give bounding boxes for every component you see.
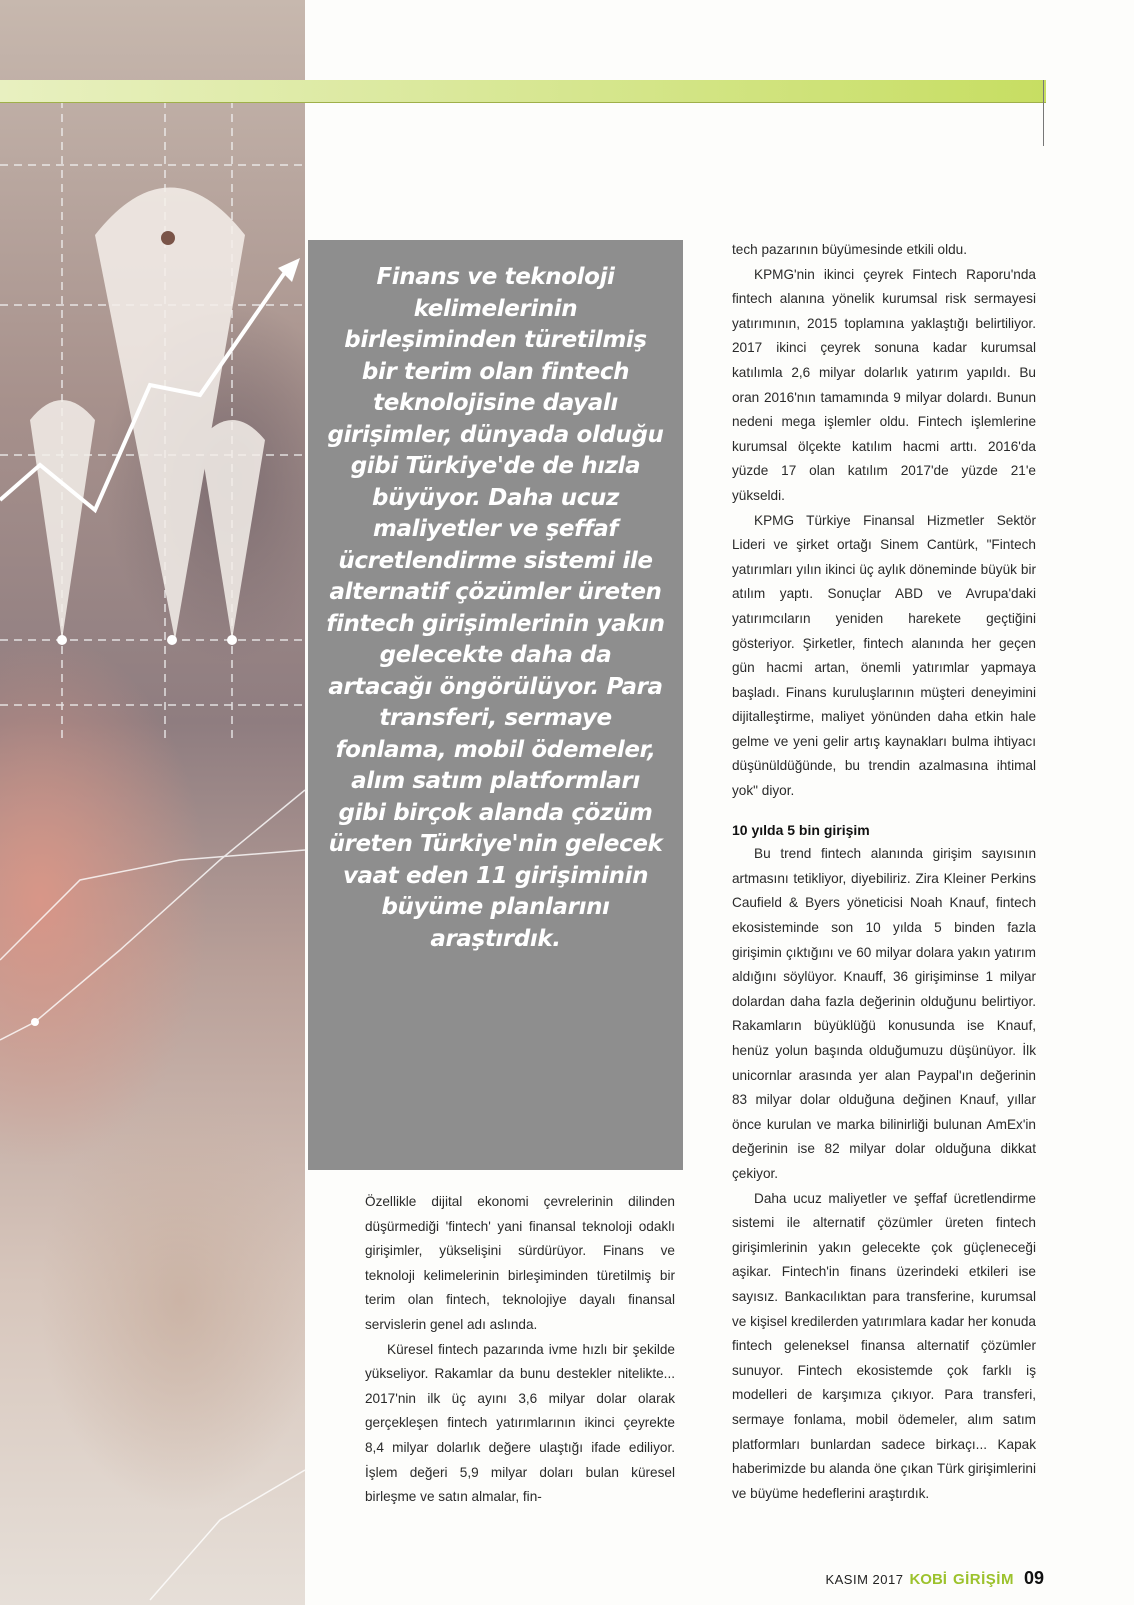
issue-month: KASIM 2017: [825, 1572, 904, 1587]
body-paragraph: Özellikle dijital ekonomi çevrelerinin dilinden düşürmediği 'fintech' yani finansal teknoloji odaklı girişimler, yükselişini sürdürüyor. Finans ve teknoloji kelimelerinin birleşiminden türetilmiş bir terim olan fintech, teknolojiye dayalı finansal servislerin genel adı aslında.: [365, 1194, 675, 1332]
body-paragraph: Daha ucuz maliyetler ve şeffaf ücretlendirme sistemi ile alternatif çözümler üreten fintech girişimlerinin yakın gelecekte çok güçleneceği aşikar. Fintech'in finans üzerindeki etkileri ise sayısız. Bankacılıktan para transferine, kurumsal ve kişisel kredilerden yatırımlara kadar her konuda fintech geleneksel finansa alternatif çözümler sunuyor. Fintech ekosistemde çok farklı iş modelleri de karşımıza çıkıyor. Para transferi, sermaye fonlama, mobil ödemeler, alım satım platformları bunlardan sadece birkaçı... Kapak haberimizde bu alanda öne çıkan Türk girişimlerini ve büyüme hedeflerini araştırdık.: [732, 1190, 1036, 1501]
chart-overlay-graphic: [0, 0, 305, 1605]
header-edge-line: [1043, 80, 1044, 146]
body-paragraph: Bu trend fintech alanında girişim sayısının artmasını tetikliyor, diyebiliriz. Zira Kleiner Perkins Caufield & Byers yöneticisi Noah Knauf, fintech ekosisteminde son 10 yılda 5 binden fazla girişimin çıktığını ve 60 milyar dolara yakın yatırım aldığını söylüyor. Knauff, 36 girişiminse 1 milyar dolardan daha fazla değerinin olduğunu belirtiyor. Rakamların büyüklüğü konusunda ise Knauf, henüz yolun başında olduğumuzu düşünüyor. İlk unicornlar arasında yer alan Paypal'ın değerinin 83 milyar dolar olduğuna değinen Knauf, yıllar önce kurulan ve marka bilinirliği bulunan AmEx'in değerinin ise 82 milyar dolar olduğuna dikkat çekiyor.: [732, 846, 1036, 1181]
body-paragraph-carry-over: tech pazarının büyümesinde etkili oldu.: [732, 242, 968, 257]
fintech-photo: [0, 0, 305, 1605]
magazine-logo-part2: GİRİŞİM: [952, 1571, 1014, 1588]
body-paragraph: KPMG Türkiye Finansal Hizmetler Sektör Lideri ve şirket ortağı Sinem Cantürk, "Fintech yatırımları yılın ikinci üç aylık döneminde büyük bir atılım yaptı. Sonuçlar ABD ve Avrupa'daki yatırımcıların yeniden harekete geçtiğini gösteriyor. Şirketler, fintech alanında her geçen gün hacmi artan, önemli yatırımlar yapmaya başladı. Finans kuruluşlarının müşteri deneyimini dijitalleştirme, maliyet yönünden daha etkin hale gelme ve yeni gelir artış kaynakları bulma ihtiyacı düşünüldüğünde, bu trendin azalmasına ihtimal yok" diyor.: [732, 512, 1036, 799]
section-subheading: 10 yılda 5 bin girişim: [732, 821, 870, 838]
magazine-logo-part1: KOBİ: [909, 1571, 947, 1588]
body-paragraph: Küresel fintech pazarında ivme hızlı bir şekilde yükseliyor. Rakamlar da bunu destekler nitelikte... 2017'nin ilk üç ayını 3,6 milyar dolar olarak gerçekleşen fintech yatırımlarının ikinci çeyrekte 8,4 milyar dolarlık değere ulaştığı ifade ediliyor. İşlem değeri 5,9 milyar doları bulan küresel birleşme ve satın almalar, fin-: [365, 1341, 675, 1505]
article-column-right: [732, 238, 1036, 1506]
pull-quote-box: [308, 240, 683, 1170]
page-number: 09: [1023, 1568, 1044, 1588]
article-column-left: [365, 1190, 675, 1510]
pull-quote-text: Finans ve teknoloji kelimelerinin birleşiminden türetilmiş bir terim olan fintech teknolojisine dayalı girişimler, dünyada olduğu gibi Türkiye'de de hızla büyüyor. Daha ucuz maliyetler ve şeffaf ücretlendirme sistemi ile alternatif çözümler üreten fintech girişimlerinin yakın gelecekte daha da artacağı öngörülüyor. Para transferi, sermaye fonlama, mobil ödemeler, alım satım platformları gibi birçok alanda çözüm üreten Türkiye'nin gelecek vaat eden 11 girişiminin büyüme planlarını araştırdık.: [326, 264, 665, 952]
header-accent-bar: [0, 80, 1046, 103]
page-footer: [825, 1568, 1044, 1589]
body-paragraph: KPMG'nin ikinci çeyrek Fintech Raporu'nda fintech alanına yönelik kurumsal risk sermayesi yatırımının, 2015 toplamına yaklaştığı belirtiliyor. 2017 ikinci çeyrek sonuna kadar kurumsal katılımla 2,6 milyar dolarlık yatırım yapıldı. Bu oran 2016'nın tamamında 9 milyar dolardı. Bunun nedeni mega işlemler oldu. Fintech işlemlerine kurumsal ölçekte katılım hacmi arttı. 2016'da yüzde 17 olan katılım 2017'de yüzde 21'e yükseldi.: [732, 266, 1036, 503]
